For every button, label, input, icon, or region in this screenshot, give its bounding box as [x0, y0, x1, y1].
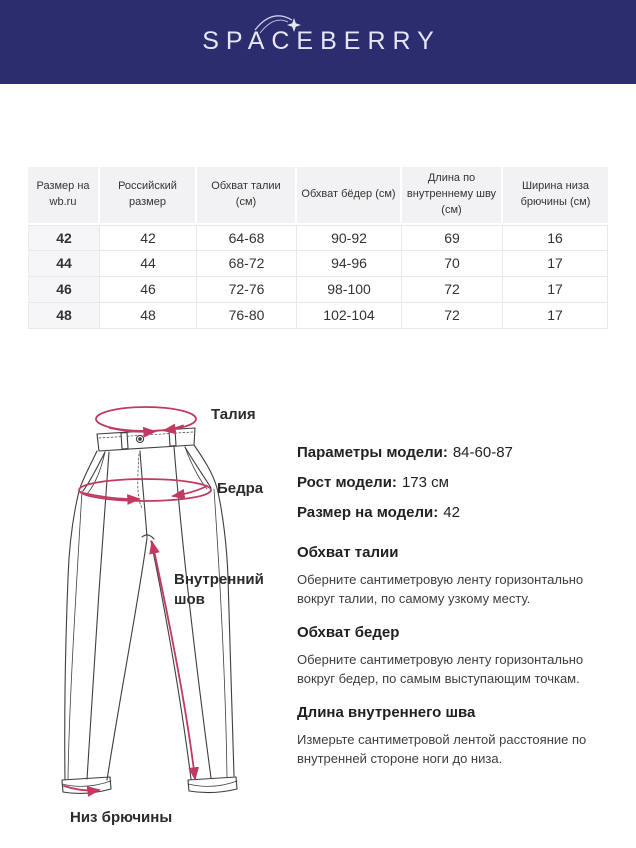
- table-cell: 98-100: [297, 277, 402, 303]
- model-height-value: 173 см: [401, 474, 449, 491]
- table-cell: 72: [402, 303, 503, 329]
- model-height-label: Рост модели:: [297, 474, 397, 491]
- table-cell: 17: [503, 277, 608, 303]
- table-cell: 102-104: [297, 303, 402, 329]
- model-parameters-value: 84-60-87: [452, 444, 513, 461]
- table-cell: 44: [28, 251, 100, 277]
- table-cell: 94-96: [297, 251, 402, 277]
- column-header: Обхват бёдер (см): [297, 167, 402, 225]
- guide-title: Обхват талии: [297, 544, 399, 561]
- table-cell: 90-92: [297, 225, 402, 251]
- waist-label: Талия: [211, 406, 256, 423]
- guide-text: Оберните сантиметровую ленту горизонтально вокруг талии, по самому узкому месту.: [297, 572, 584, 606]
- table-cell: 46: [28, 277, 100, 303]
- column-header: Российский размер: [100, 167, 197, 225]
- guide-section-waist: [297, 542, 621, 608]
- model-size-line: [297, 498, 621, 528]
- table-row: [28, 277, 608, 303]
- guide-title: Длина внутреннего шва: [297, 704, 476, 721]
- guide-title: Обхват бедер: [297, 624, 400, 641]
- table-cell: 44: [100, 251, 197, 277]
- table-cell: 70: [402, 251, 503, 277]
- table-cell: 69: [402, 225, 503, 251]
- hem-label: Низ брючины: [70, 809, 173, 826]
- table-cell: 76-80: [197, 303, 297, 329]
- table-header-row: [28, 167, 608, 225]
- model-height-line: [297, 468, 621, 498]
- table-cell: 17: [503, 251, 608, 277]
- column-header: Длина по внутреннему шву (см): [402, 167, 503, 225]
- table-row: [28, 251, 608, 277]
- table-row: [28, 225, 608, 251]
- brand-logo-text: SPACEBERRY: [202, 27, 441, 55]
- model-parameters-label: Параметры модели:: [297, 444, 448, 461]
- table-cell: 48: [28, 303, 100, 329]
- table-cell: 42: [100, 225, 197, 251]
- size-table: [28, 167, 608, 329]
- table-cell: 46: [100, 277, 197, 303]
- model-size-value: 42: [443, 504, 460, 521]
- brand-logo: [0, 0, 636, 84]
- table-cell: 17: [503, 303, 608, 329]
- model-size-label: Размер на модели:: [297, 504, 439, 521]
- inseam-label: Внутренний шов: [174, 571, 264, 609]
- table-cell: 64-68: [197, 225, 297, 251]
- model-parameters-line: [297, 438, 621, 468]
- table-cell: 68-72: [197, 251, 297, 277]
- table-row: [28, 303, 608, 329]
- column-header: Размер на wb.ru: [28, 167, 100, 225]
- brand-header: [0, 0, 636, 84]
- table-cell: 48: [100, 303, 197, 329]
- info-column: [297, 438, 621, 768]
- guide-section-hips: [297, 622, 621, 688]
- guide-text: Измерьте сантиметровой лентой расстояние по внутренней стороне ноги до низа.: [297, 732, 587, 766]
- table-cell: 72: [402, 277, 503, 303]
- guide-text: Оберните сантиметровую ленту горизонтально вокруг бедер, по самым выступающим точкам.: [297, 652, 584, 686]
- table-cell: 16: [503, 225, 608, 251]
- pants-diagram: [55, 388, 290, 843]
- column-header: Обхват талии (см): [197, 167, 297, 225]
- column-header: Ширина низа брючины (см): [503, 167, 608, 225]
- table-cell: 42: [28, 225, 100, 251]
- hips-label: Бедра: [217, 480, 264, 497]
- guide-section-inseam: [297, 702, 621, 768]
- table-cell: 72-76: [197, 277, 297, 303]
